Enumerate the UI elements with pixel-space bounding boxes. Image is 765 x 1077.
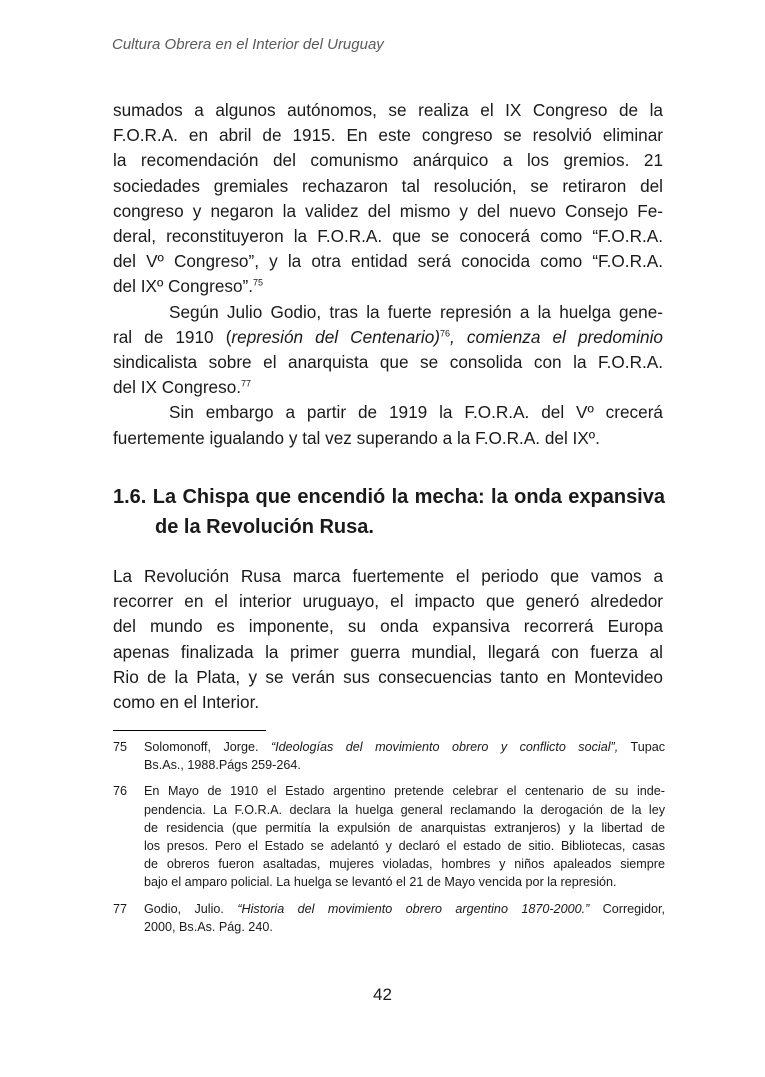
footnote-ref-76[interactable]: 76 xyxy=(439,328,450,339)
text-segment: Godio, Julio. xyxy=(144,901,238,916)
footnote-ref-75[interactable]: 75 xyxy=(253,277,264,288)
footnote-line: En Mayo de 1910 el Estado argentino pretende celebrar el centenario de su inde- xyxy=(144,784,665,799)
text-line xyxy=(113,325,663,350)
text-segment: del IXº Congreso”. xyxy=(113,276,254,297)
text-line: del Vº Congreso”, y la otra entidad será conocida como “F.O.R.A. xyxy=(113,251,663,272)
footnote-76 xyxy=(113,782,665,891)
text-line: sindicalista sobre el anarquista que se consolida con la F.O.R.A. xyxy=(113,352,663,373)
italic-segment: represión del Centenario) xyxy=(231,326,440,347)
footnote-body xyxy=(144,782,665,891)
text-line: sumados a algunos autónomos, se realiza el IX Congreso de la xyxy=(113,100,663,120)
text-line: fuertemente igualando y tal vez superando a la F.O.R.A. del IXº. xyxy=(113,427,600,448)
text-line: deral, reconstituyeron la F.O.R.A. que se conocerá como “F.O.R.A. xyxy=(113,226,663,247)
text-line: la recomendación del comunismo anárquico a los gremios. 21 xyxy=(113,150,663,171)
text-line: Sin embargo a partir de 1919 la F.O.R.A. del Vº crecerá xyxy=(169,402,663,423)
footnote-line xyxy=(144,738,665,756)
italic-segment: “Ideologías del movimiento obrero y conflicto social”, xyxy=(270,740,619,754)
footnote-77 xyxy=(113,900,665,936)
footnote-ref-77[interactable]: 77 xyxy=(241,378,252,389)
footnote-75 xyxy=(113,738,665,774)
text-line: Rio de la Plata, y se verán sus consecuencias tanto en Montevideo xyxy=(113,666,663,687)
text-segment: del IX Congreso. xyxy=(113,377,242,398)
text-line: recorrer en el interior uruguayo, el impacto que generó alrededor xyxy=(113,591,663,612)
footnote-line: de obreros fueron asaltadas, mujeres violadas, hombres y niños apaleados siempre xyxy=(144,857,665,872)
text-line: F.O.R.A. en abril de 1915. En este congreso se resolvió eliminar xyxy=(113,125,663,146)
text-segment: ral de 1910 ( xyxy=(113,326,232,347)
text-line: La Revolución Rusa marca fuertemente el periodo que vamos a xyxy=(113,566,663,586)
footnote-line xyxy=(144,900,665,918)
footnote-line: los presos. Pero el Estado se adelantó y declaró el estado de sitio. Bibliotecas, casas xyxy=(144,839,665,854)
text-segment: , comienza el predominio xyxy=(450,326,663,347)
footnote-number: 77 xyxy=(113,901,128,916)
running-head: Cultura Obrera en el Interior del Uruguay xyxy=(112,36,384,53)
italic-segment: “Historia del movimiento obrero argentino 1870-2000.” xyxy=(237,901,590,916)
footnote-line: Bs.As., 1988.Págs 259-264. xyxy=(144,758,301,773)
footnote-number: 76 xyxy=(113,784,128,799)
footnotes xyxy=(113,738,665,944)
footnote-body xyxy=(144,900,665,936)
body-text-section xyxy=(113,564,663,715)
page-number: 42 xyxy=(373,985,392,1004)
text-segment: Solomonoff, Jorge. xyxy=(144,740,271,754)
text-line xyxy=(113,375,663,400)
text-line: del mundo es imponente, su onda expansiva recorrerá Europa xyxy=(113,616,663,637)
text-line: congreso y negaron la validez del mismo y del nuevo Consejo Fe- xyxy=(113,200,663,221)
section-heading xyxy=(113,482,665,542)
footnote-body xyxy=(144,738,665,774)
text-line: apenas finalizada la primer guerra mundial, llegará con fuerza al xyxy=(113,641,663,662)
footnote-line: bajo el amparo policial. La huelga se levantó el 21 de Mayo vencida por la represión. xyxy=(144,875,617,890)
text-line: como en el Interior. xyxy=(113,692,260,713)
text-line: sociedades gremiales rechazaron tal resolución, se retiraron del xyxy=(113,175,663,196)
footnote-number: 75 xyxy=(113,740,128,754)
footnote-line: 2000, Bs.As. Pág. 240. xyxy=(144,919,273,934)
heading-line: de la Revolución Rusa. xyxy=(155,516,374,538)
footnote-line: de residencia (que permitía la expulsión de anarquistas extranjeros) y la libertad de xyxy=(144,820,665,835)
footnote-line: pendencia. La F.O.R.A. declara la huelga general reclamando la derogación de la ley xyxy=(144,802,665,817)
text-segment: Tupac xyxy=(618,740,665,754)
text-line: Según Julio Godio, tras la fuerte represión a la huelga gene- xyxy=(169,301,663,322)
heading-line: 1.6. La Chispa que encendió la mecha: la onda expansiva xyxy=(113,486,665,508)
text-line xyxy=(113,274,663,299)
footnote-divider xyxy=(113,730,266,731)
body-text-top xyxy=(113,98,663,451)
text-segment: Corregidor, xyxy=(589,901,665,916)
